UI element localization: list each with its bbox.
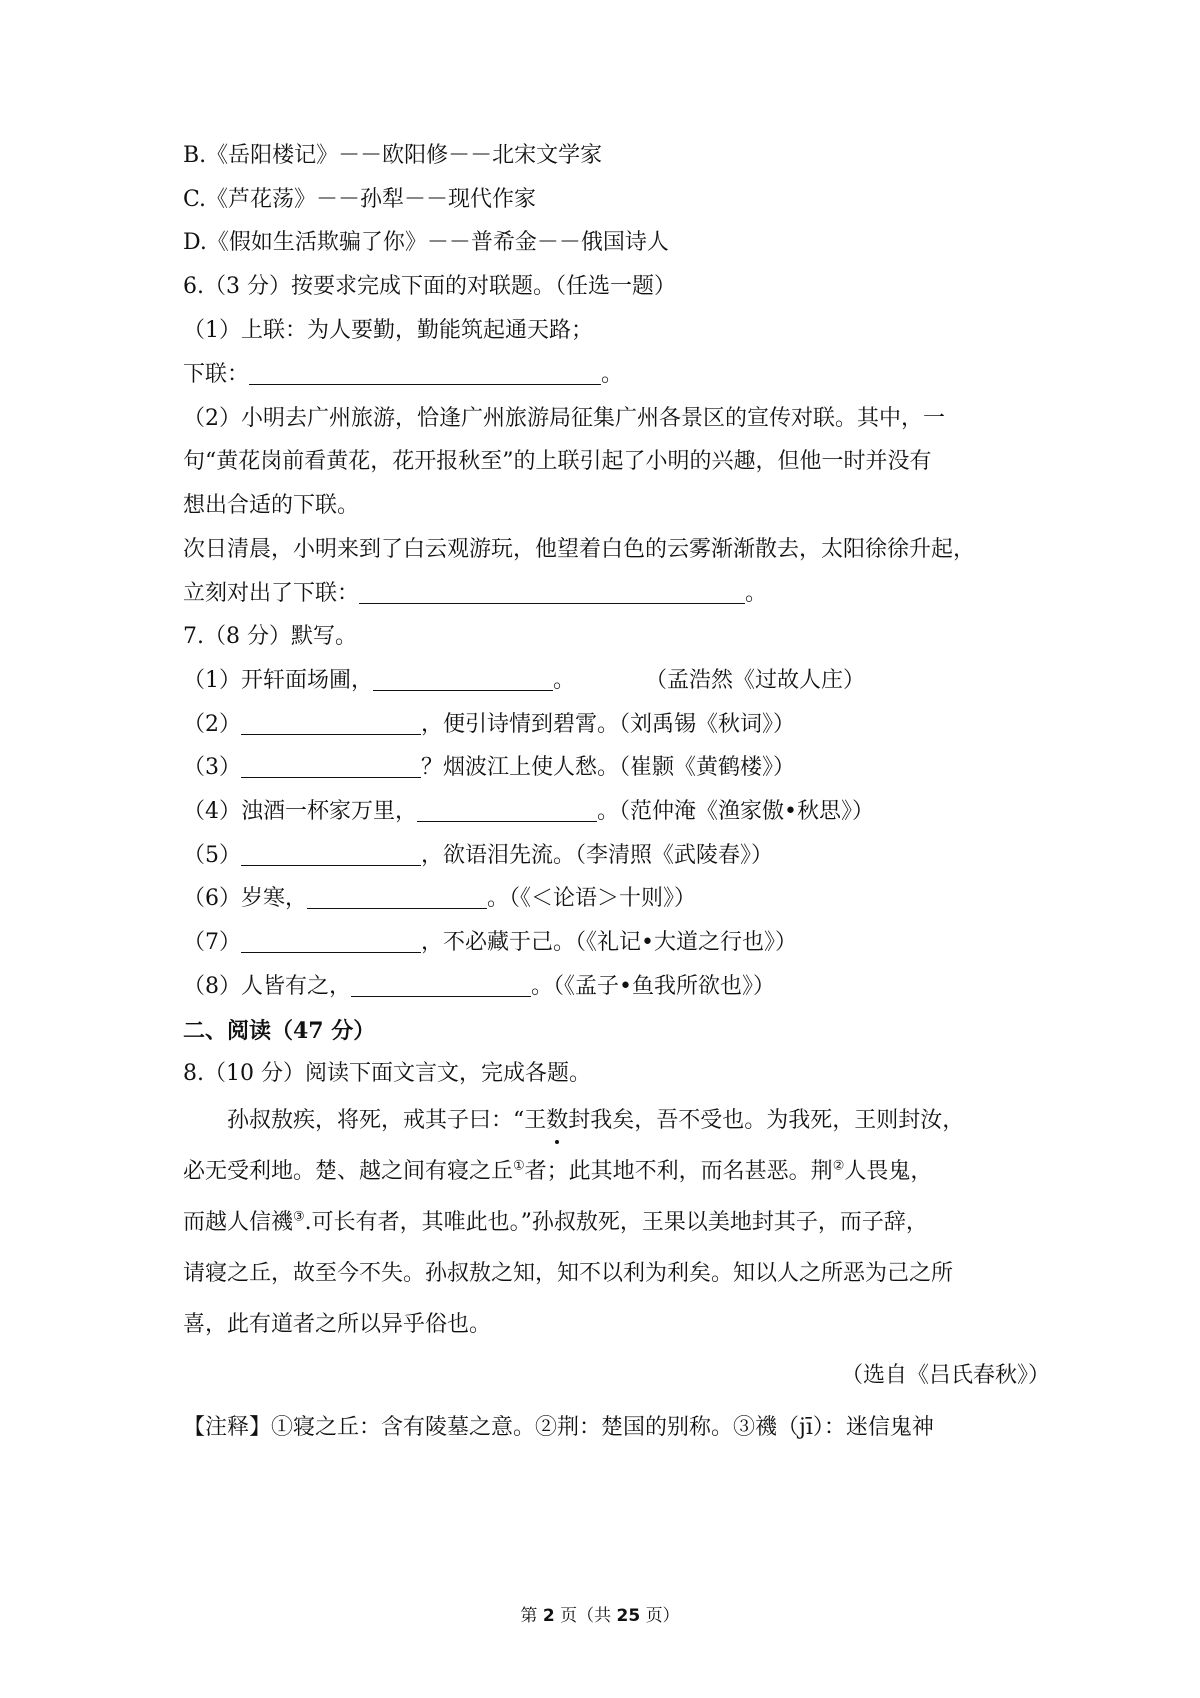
q6-lower-end: 。 [601, 362, 624, 387]
q5-option-d: D.《假如生活欺骗了你》－－普希金－－俄国诗人 [183, 230, 669, 255]
q7-item-2-pre: （2） [183, 712, 241, 737]
q6-part2-end: 。 [745, 581, 768, 606]
q8-l2-b: 者；此其地不利，而名甚恶。荆 [524, 1159, 833, 1184]
q7-item-5-post: ，欲语泪先流。（李清照《武陵春》） [421, 843, 774, 868]
q7-item-1-blank[interactable] [373, 666, 553, 691]
q8-passage-line1 [183, 1106, 1050, 1136]
q7-item-3-pre: （3） [183, 755, 241, 780]
q7-item-4-post: 。（范仲淹《渔家傲•秋思》） [597, 799, 874, 824]
q6-part2-line3: 想出合适的下联。 [183, 493, 360, 518]
footer-post: 页） [645, 1606, 680, 1626]
q7-item-6-blank[interactable] [307, 884, 487, 909]
q7-item-8 [183, 972, 1050, 1002]
q7-item-4 [183, 797, 1050, 827]
q8-title: 8.（10 分）阅读下面文言文，完成各题。 [183, 1061, 591, 1086]
q7-item-6-post: 。（《＜论语＞十则》） [487, 886, 697, 911]
q8-l3-b: .可长有者，其唯此也。”孙叔敖死，王果以美地封其子，而子辞， [304, 1210, 928, 1235]
q5-option-b: B.《岳阳楼记》－－欧阳修－－北宋文学家 [183, 143, 603, 168]
q8-l2-a: 必无受利地。楚、越之间有寝之丘 [183, 1159, 514, 1184]
q7-item-2 [183, 710, 1050, 740]
q6-title: 6.（3 分）按要求完成下面的对联题。（任选一题） [183, 274, 676, 299]
q7-item-2-blank[interactable] [241, 710, 421, 735]
q7-item-6 [183, 884, 1050, 914]
footer-total-pages: 25 [616, 1606, 641, 1626]
q7-item-4-blank[interactable] [417, 797, 597, 822]
q7-item-7-blank[interactable] [241, 928, 421, 953]
q7-item-5 [183, 841, 1050, 871]
q7-item-3 [183, 753, 1050, 783]
note-ref-3: ③ [293, 1209, 305, 1225]
q7-item-3-post: ？烟波江上使人愁。（崔颢《黄鹤楼》） [421, 755, 796, 780]
q8-passage-line2 [183, 1157, 1050, 1187]
q8-passage-line5: 喜，此有道者之所以异乎俗也。 [183, 1312, 492, 1337]
q7-item-7 [183, 928, 1050, 958]
q6-lower-label: 下联： [183, 362, 250, 387]
q8-emphasis-dot-char: 数 [546, 1106, 568, 1136]
q7-item-1-post: 。 [553, 668, 576, 693]
q6-part2-blank[interactable] [359, 579, 745, 604]
q6-part1-lower [183, 360, 1050, 390]
q7-item-1 [183, 666, 1050, 696]
q7-item-5-blank[interactable] [241, 841, 421, 866]
q8-passage-line4: 请寝之丘，故至今不失。孙叔敖之知，知不以利为利矣。知以人之所恶为己之所 [183, 1261, 954, 1286]
note-ref-2: ② [832, 1158, 845, 1174]
q5-option-c: C.《芦花荡》－－孙犁－－现代作家 [183, 187, 537, 212]
footer-mid: 页（共 [560, 1606, 612, 1626]
q8-l1-a: 孙叔敖疾，将死，戒其子曰：“王 [227, 1108, 547, 1133]
footer-pre: 第 [520, 1606, 538, 1626]
q6-part2-line4: 次日清晨，小明来到了白云观游玩，他望着白色的云雾渐渐散去，太阳徐徐升起， [183, 537, 976, 562]
q7-item-1-pre: （1）开轩面场圃， [183, 668, 373, 693]
page-footer [0, 1601, 1200, 1626]
q8-l3-a: 而越人信禨 [183, 1210, 294, 1235]
q7-item-1-source: （孟浩然《过故人庄） [645, 668, 866, 693]
note-ref-1: ① [513, 1158, 525, 1174]
q7-item-7-post: ，不必藏于己。（《礼记•大道之行也》） [421, 930, 797, 955]
q6-part2-label: 立刻对出了下联： [183, 581, 360, 606]
q6-part2-line1: （2）小明去广州旅游，恰逢广州旅游局征集广州各景区的宣传对联。其中，一 [183, 406, 945, 431]
q7-item-8-post: 。（《孟子•鱼我所欲也》） [531, 974, 775, 999]
q7-item-8-pre: （8）人皆有之， [183, 974, 351, 999]
q7-item-4-pre: （4）浊酒一杯家万里， [183, 799, 417, 824]
q7-title: 7.（8 分）默写。 [183, 624, 357, 649]
q7-item-5-pre: （5） [183, 843, 241, 868]
q8-passage-line3 [183, 1208, 1050, 1238]
q8-l1-b: 封我矣，吾不受也。为我死，王则封汝， [568, 1108, 965, 1133]
q8-l2-c: 人畏鬼， [844, 1159, 933, 1184]
q7-item-6-pre: （6）岁寒， [183, 886, 307, 911]
q6-part1-upper: （1）上联：为人要勤，勤能筑起通天路； [183, 318, 593, 343]
section-heading-reading: 二、阅读（47 分） [183, 1018, 376, 1044]
q7-item-2-post: ，便引诗情到碧霄。（刘禹锡《秋词》） [421, 712, 796, 737]
q7-item-7-pre: （7） [183, 930, 241, 955]
q7-item-8-blank[interactable] [351, 972, 531, 997]
q6-part2-line5 [183, 579, 1050, 609]
q7-item-3-blank[interactable] [241, 753, 421, 778]
q8-source: （选自《吕氏春秋》） [840, 1363, 1050, 1388]
footer-page-number: 2 [542, 1606, 555, 1626]
q8-notes: 【注释】①寝之丘：含有陵墓之意。②荆：楚国的别称。③禨（jī）：迷信鬼神 [183, 1415, 934, 1440]
q6-lower-blank[interactable] [249, 360, 601, 385]
q6-part2-line2: 句“黄花岗前看黄花，花开报秋至”的上联引起了小明的兴趣，但他一时并没有 [183, 449, 932, 474]
